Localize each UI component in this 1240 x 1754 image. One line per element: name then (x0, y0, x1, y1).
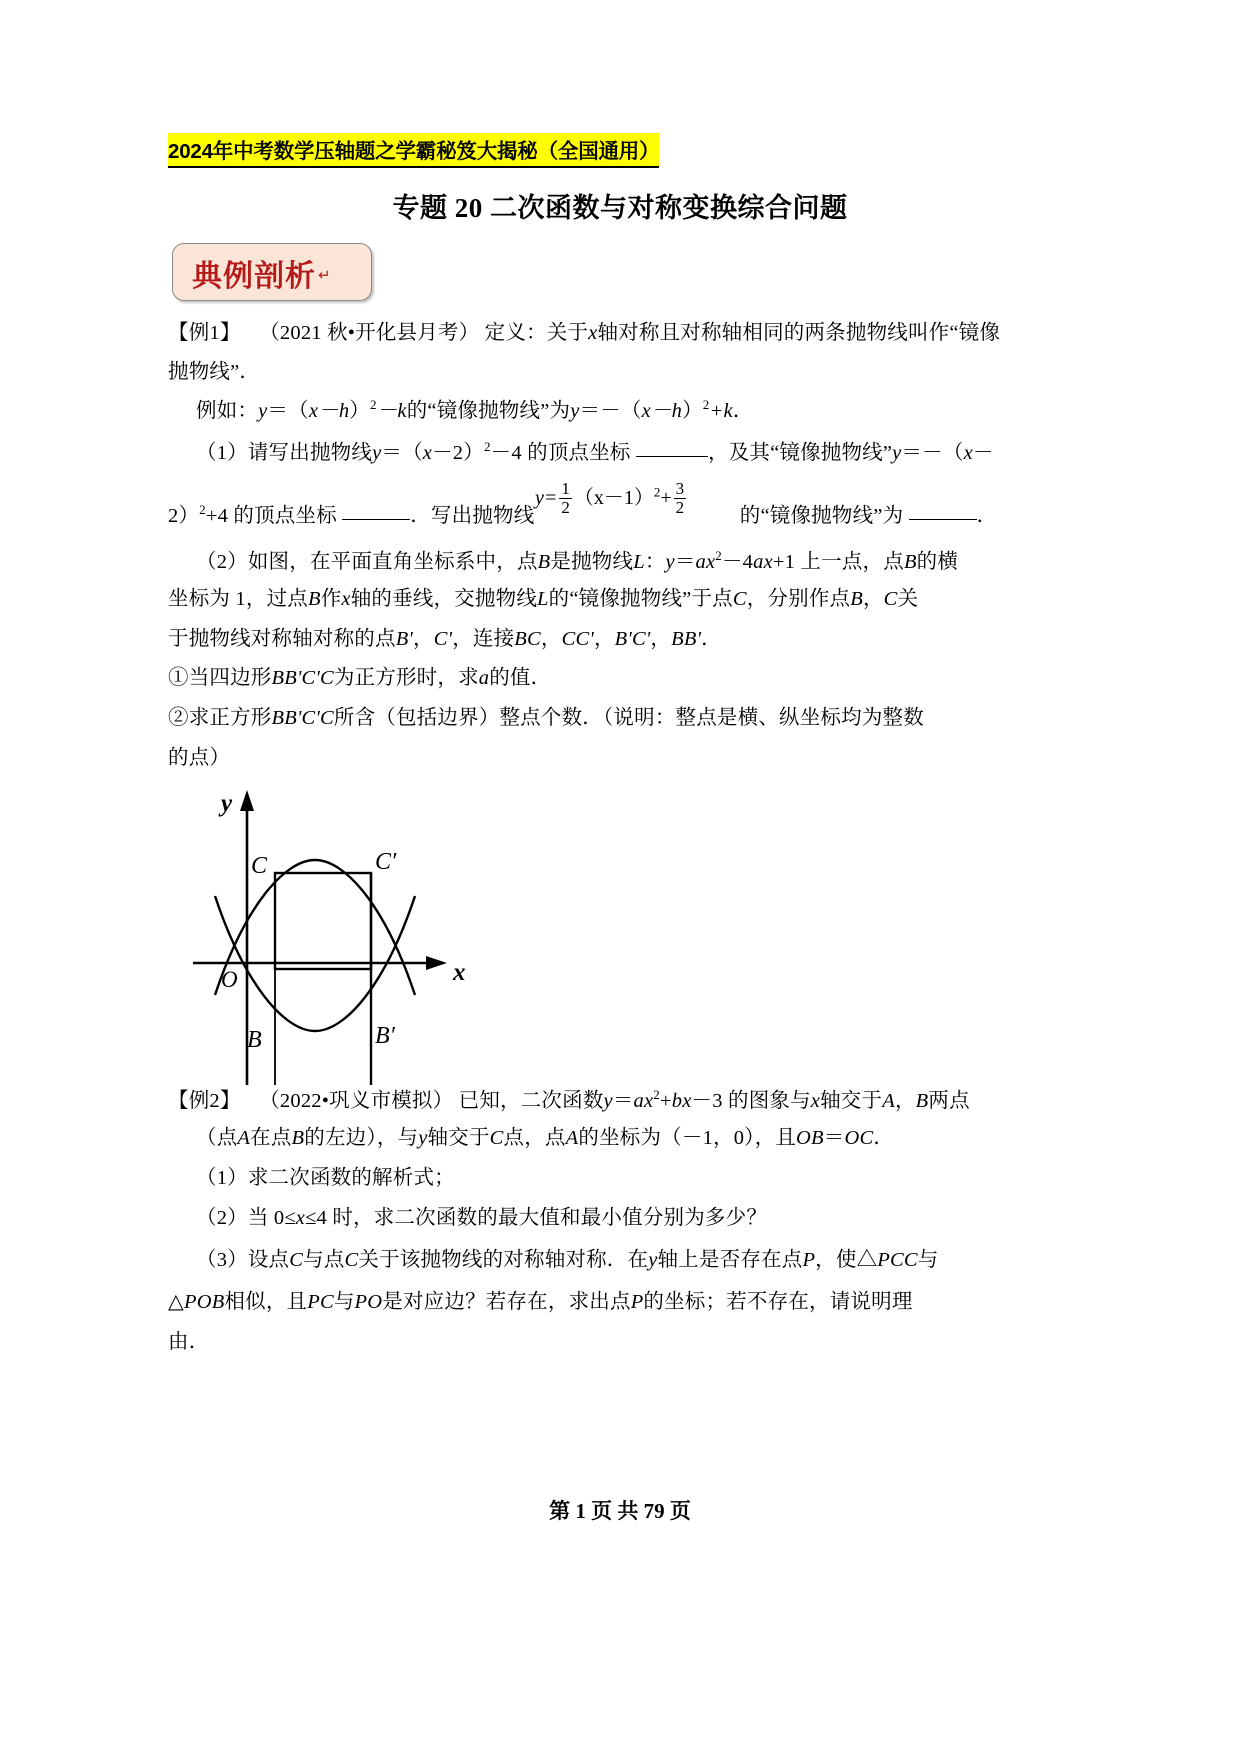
q1-line2-a: 2） (168, 504, 200, 527)
e2-l2-h: ． (873, 1127, 895, 1149)
e2-l2-C: C (489, 1127, 504, 1149)
point-label-Bp: B′ (375, 1023, 395, 1049)
origin-label: O (221, 967, 238, 992)
frac-y: y= (535, 487, 558, 509)
e2-l1-e: 轴交于 (820, 1089, 883, 1112)
eg-mid: 的“镜像抛物线”为 (406, 399, 571, 422)
e2-OB: OB (796, 1127, 824, 1149)
example1-source: （2021 秋•开化县月考） (259, 322, 480, 344)
eg-prefix: 例如： (196, 399, 259, 422)
e2-q3-l2a: 相似，且 (224, 1291, 308, 1313)
e2-q3-y: y (648, 1249, 658, 1271)
e2-q3-l2c: 是对应边？若存在，求出点 (382, 1291, 631, 1313)
e2-q3-C2: C (344, 1249, 359, 1271)
q1-line2-e: ． (976, 504, 998, 527)
axis-x-label: x (453, 959, 466, 986)
e2-l2-c: 的左边），与 (304, 1127, 419, 1149)
e2-q2-a: （2）当 0≤ (196, 1207, 296, 1229)
frac-sup: 2 (653, 484, 661, 500)
example1-eg-line (196, 398, 754, 421)
eg-eq2: ＝－（ (579, 399, 642, 422)
e2-x: x (810, 1089, 821, 1112)
eg-sup2: 2 (370, 397, 377, 412)
sub2-a: ②求正方形 (168, 707, 272, 729)
e2-l2-b: 在点 (250, 1127, 292, 1149)
frac-numerator: 1 (561, 479, 570, 499)
eg-minus-k: －k (376, 399, 407, 422)
e2-B: B (915, 1089, 929, 1112)
example1-q1-line1 (196, 440, 994, 463)
q2-ax: ax (695, 550, 716, 573)
e2-q3-f: 与 (917, 1249, 939, 1271)
q2-BpCp: B'C' (614, 628, 651, 650)
e2-l2-g: ＝ (823, 1127, 845, 1149)
q1-minus2: －2） (432, 441, 484, 464)
axis-y-label: y (221, 790, 233, 817)
q2-BC: BC (514, 628, 541, 650)
frac2-numerator: 3 (675, 479, 685, 499)
q1-y2: y (892, 441, 902, 464)
sub2-figure: BB'C'C (271, 707, 334, 729)
q2-l1-c: ： (644, 550, 666, 573)
e2-ax: ax (633, 1089, 654, 1112)
e2-bx: bx (671, 1089, 692, 1112)
example1-q1-line2 (168, 503, 997, 526)
q1-eq2: ＝－（ (901, 441, 964, 464)
sub2-b: 所含（包括边界）整点个数．（说明：整点是横、纵坐标均为整数 (333, 707, 924, 729)
q2-l1-d: ＝ (674, 550, 696, 573)
point-label-B: B (247, 1027, 262, 1053)
e2-l2-B: B (291, 1127, 305, 1149)
e2-OC: OC (844, 1127, 874, 1149)
example2-line1 (168, 1088, 970, 1111)
q2-l3-g: ． (701, 628, 722, 650)
e2-q3-PC: PC (307, 1291, 334, 1313)
frac2-denominator: 2 (675, 497, 685, 517)
e2-q3-C: C (289, 1249, 304, 1271)
q2-CCp: CC' (561, 628, 594, 650)
q2-l2-b: 作 (320, 588, 342, 610)
sub1-figure: BB'C'C (271, 667, 334, 689)
example1-line2: 抛物线”． (168, 361, 261, 383)
example1-q2-line2 (168, 589, 918, 610)
frac-plus: + (660, 487, 672, 509)
example1-sub2-line2: 的点） (168, 747, 231, 769)
eg-x2: x (641, 399, 651, 422)
e2-q3-d: 轴上是否存在点 (657, 1249, 803, 1271)
example2-q3-line2 (168, 1292, 913, 1313)
sub1-a: ①当四边形 (168, 667, 272, 689)
q2-l1-b: 是抛物线 (550, 550, 634, 573)
pilcrow-icon: ↵ (318, 268, 331, 284)
q2-B4: B (850, 588, 863, 610)
point-label-Cp: C′ (375, 849, 397, 875)
q2-L2: L (537, 588, 549, 610)
e2-q2-x: x (295, 1207, 306, 1229)
e2-A: A (882, 1089, 895, 1112)
q2-l1-a: （2）如图，在平面直角坐标系中，点 (196, 550, 538, 573)
answer-blank-1[interactable] (636, 456, 708, 457)
example2-q2 (196, 1208, 767, 1229)
q1-sup2: 2 (483, 439, 491, 454)
point-label-C: C (251, 853, 268, 879)
q1-x: x (422, 441, 433, 464)
frac-denominator: 2 (561, 497, 570, 517)
q1-eq: ＝（ (381, 441, 423, 464)
q2-l3-c: ，连接 (452, 628, 515, 650)
q1-minus: － (972, 441, 994, 464)
section-badge-label: 典例剖析 (192, 260, 316, 293)
e2-q3-P: P (802, 1249, 816, 1271)
example2-q3-line1 (196, 1250, 938, 1271)
example1-line1 (168, 323, 1000, 344)
document-banner: 2024年中考数学压轴题之学霸秘笈大揭秘（全国通用） (168, 133, 659, 168)
example1-sub1 (168, 668, 551, 689)
e2-l1-b: ＝ (612, 1089, 634, 1112)
q2-L: L (633, 550, 645, 573)
q2-l2-a: 坐标为 1，过点 (168, 588, 308, 610)
example2-q1: （1）求二次函数的解析式； (196, 1167, 455, 1189)
e2-q2-b: ≤4 时，求二次函数的最大值和最小值分别为多少？ (305, 1207, 768, 1229)
e2-q3-PCC: PCC (877, 1249, 918, 1271)
q2-B: B (537, 550, 551, 573)
e2-l1-a: 已知，二次函数 (458, 1089, 604, 1112)
page-footer: 第 1 页 共 79 页 (549, 1499, 691, 1523)
q2-l1-g: 的横 (916, 550, 959, 573)
q1-y: y (372, 441, 382, 464)
e2-q3-l2b: 与 (333, 1291, 355, 1313)
q1-line2-d: 的“镜像抛物线”为 (739, 504, 904, 527)
example1-q2-line1 (196, 549, 958, 572)
e2-q3-e: ，使△ (815, 1249, 878, 1271)
e2-l1-g: 两点 (928, 1089, 970, 1112)
q2-l3-e: ， (593, 628, 615, 650)
page-title: 专题 20 二次函数与对称变换综合问题 (392, 193, 848, 223)
x-axis-arrow-icon (426, 956, 447, 970)
answer-blank-3[interactable] (909, 519, 977, 520)
example2-source: （2022•巩义市模拟） (259, 1089, 454, 1112)
eg-x1: x (308, 399, 319, 422)
q1-after1: ，及其“镜像抛物线” (707, 441, 893, 464)
example2-q3-line3: 由． (168, 1331, 210, 1353)
e2-q3-P2: P (630, 1291, 644, 1313)
e2-q3-triangle: △ (168, 1291, 184, 1313)
q2-l3-a: 于抛物线对称轴对称的点 (168, 628, 396, 650)
e2-l1-d: －3 的图象与 (691, 1089, 811, 1112)
y-axis-arrow-icon (240, 790, 254, 811)
q2-l3-b: ， (413, 628, 434, 650)
e2-l1-f: ， (894, 1089, 916, 1112)
e2-q3-l2d: 的坐标；若不存在，请说明理 (643, 1291, 913, 1313)
q1-line2-sup: 2 (199, 502, 206, 517)
eg-minus-h: －h (318, 399, 350, 422)
sub1-b: 为正方形时，求 (333, 667, 479, 689)
e2-l2-a: （点 (196, 1127, 238, 1149)
eg-period: ． (732, 399, 754, 422)
e2-q3-b: 与点 (303, 1249, 345, 1271)
e2-y: y (603, 1089, 613, 1112)
e2-q3-c: 关于该抛物线的对称轴对称．在 (358, 1249, 649, 1271)
q1-minus4: －4 的顶点坐标 (490, 441, 631, 464)
eg-y: y (258, 399, 268, 422)
q1-x2: x (963, 441, 973, 464)
sub1-c: 的值． (489, 667, 552, 689)
example2-tag: 【例2】 (168, 1089, 241, 1112)
example1-text-b: 轴对称且对称轴相同的两条抛物线叫作“镜像 (597, 322, 1001, 344)
q2-ax2: ax (753, 550, 773, 573)
q2-l2-f: ， (862, 588, 884, 610)
q2-y: y (665, 550, 675, 573)
sub1-var-a: a (478, 667, 490, 689)
eg-eq1: ＝（ (267, 399, 309, 422)
e2-l2-A: A (237, 1127, 251, 1149)
e2-sup: 2 (653, 1087, 660, 1102)
answer-blank-2[interactable] (342, 519, 410, 520)
eg-sup2b: 2 (702, 397, 710, 412)
square-BBCC (275, 873, 371, 969)
e2-l2-A2: A (565, 1127, 579, 1149)
q2-l1-f: +1 上一点，点 (772, 550, 904, 573)
q2-x: x (341, 588, 351, 610)
q2-B2: B (903, 550, 917, 573)
q2-l3-d: ， (540, 628, 562, 650)
e2-l2-f: 的坐标为（－1，0），且 (578, 1127, 797, 1149)
q2-C: C (732, 588, 747, 610)
q1-line2-c: ．写出抛物线 (410, 504, 535, 527)
e2-plus: + (660, 1089, 672, 1112)
example1-tag: 【例1】 (168, 322, 241, 344)
q2-C2: C (883, 588, 898, 610)
example1-var-x: x (588, 322, 598, 344)
e2-l2-d: 轴交于 (427, 1127, 490, 1149)
eg-minus-h2: －h (650, 399, 683, 422)
q2-l2-e: ，分别作点 (746, 588, 851, 610)
eg-close: ） (349, 399, 370, 422)
q2-Cp: C' (433, 628, 453, 650)
q2-sup2: 2 (715, 548, 722, 563)
q2-Bp: B' (395, 628, 414, 650)
q2-l2-d: 的“镜像抛物线”于点 (548, 588, 733, 610)
q1-text1: （1）请写出抛物线 (196, 441, 373, 464)
frac-mid: （x－1） (573, 487, 654, 509)
example1-q2-line3 (168, 629, 722, 650)
q2-l1-e: －4 (721, 550, 754, 573)
q2-l2-g: 关 (897, 588, 919, 610)
e2-l2-e: 点，点 (503, 1127, 566, 1149)
example2-line2 (196, 1128, 894, 1149)
eg-y2: y (570, 399, 580, 422)
e2-q3-PO: PO (354, 1291, 383, 1313)
eg-plus-k: +k (709, 399, 733, 422)
q2-B3: B (307, 588, 321, 610)
q2-BBp: BB' (671, 628, 702, 650)
e2-q3-a: （3）设点 (196, 1249, 290, 1271)
parabola-opening-down (215, 860, 415, 995)
eg-close2: ） (682, 399, 703, 422)
q1-line2-b: +4 的顶点坐标 (205, 504, 337, 527)
e2-q3-POB: POB (183, 1291, 225, 1313)
q2-l3-f: ， (650, 628, 672, 650)
example1-sub2-line1 (168, 708, 924, 729)
q2-l2-c: 轴的垂线，交抛物线 (350, 588, 538, 610)
e2-l2-y: y (418, 1127, 428, 1149)
parabola-figure (185, 785, 515, 1085)
parabola-figure-svg (185, 785, 515, 1085)
example1-text-a: 定义：关于 (484, 322, 589, 344)
